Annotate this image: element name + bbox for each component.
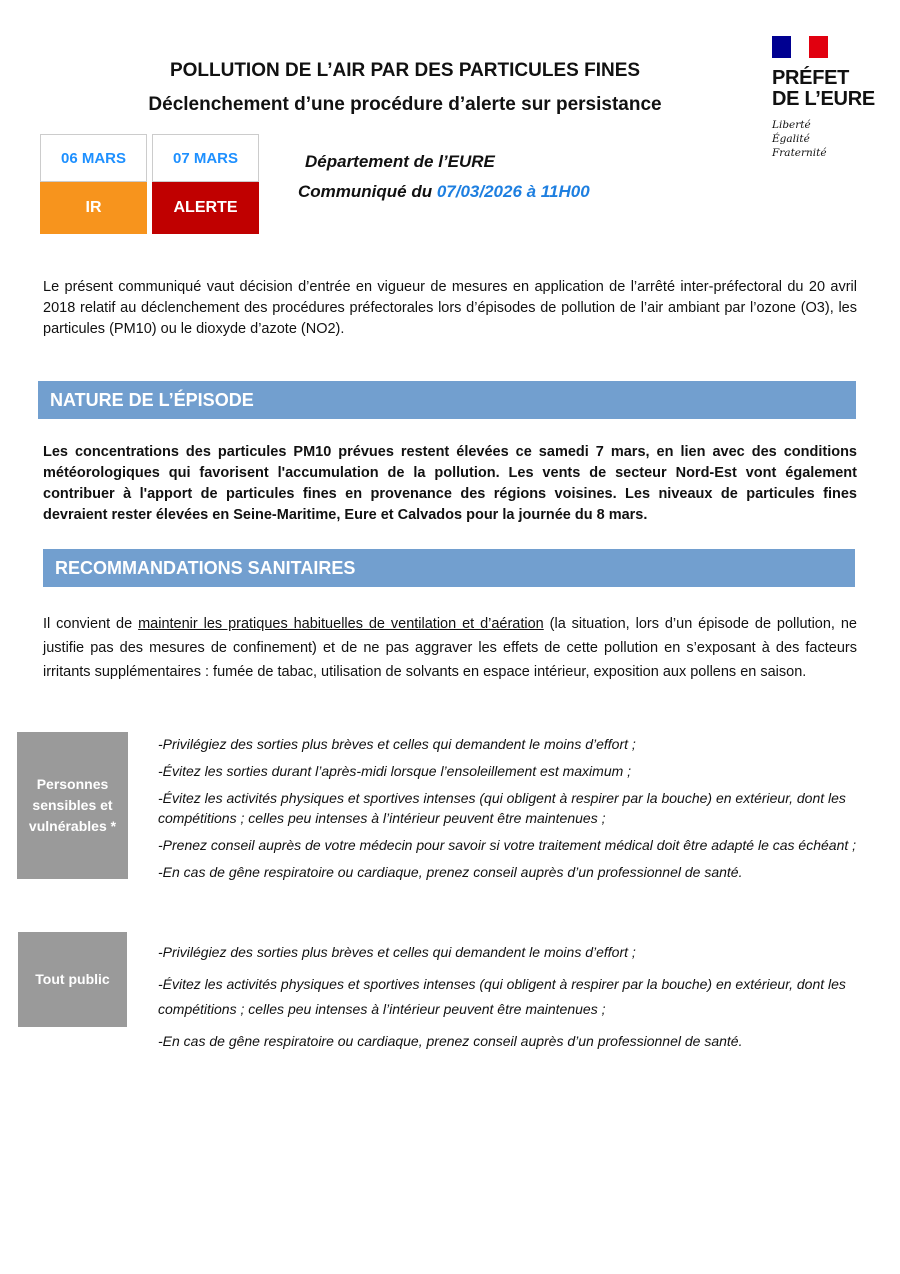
text: (la situation, lors d’un épisode de pollution, ne justifie pas des mesures de confinement) et de ne pas aggraver les effets de cette pollution en s’exposant à des facteurs irritants supplémentaires : fumée de tabac, utilisation de solvants en espace intérieur, exposition aux pollens en saison. [43,616,857,680]
list-item: -En cas de gêne respiratoire ou cardiaque, prenez conseil auprès d’un professionnel de santé. [158,864,743,880]
list-item: -Évitez les activités physiques et sportives intenses (qui obligent à respirer par la bouche) en extérieur, dont les compétitions ; celles peu intenses à l’intérieur peuvent être maintenues ; [158,790,846,826]
communique-date: 07/03/2026 à 11H00 [436,182,590,201]
communique-prefix: Communiqué du [298,182,437,201]
level-badge: ALERTE [152,182,259,234]
text: Il convient de [43,616,139,632]
prefet-logo [772,36,882,160]
motto-fraternite: Fraternité [772,147,827,159]
group-items-sensibles [158,734,858,889]
marianne-flag-icon [772,36,828,58]
section-heading-recommandations: RECOMMANDATIONS SANITAIRES [43,549,855,587]
document-title: POLLUTION DE L’AIR PAR DES PARTICULES FINES [169,60,641,81]
level-badge: IR [40,182,147,234]
intro-paragraph: Le présent communiqué vaut décision d’entrée en vigueur de mesures en application de l’arrêté inter-préfectoral du 20 avril 2018 relatif au déclenchement des procédures préfectorales lors d’épisodes de pollution de l’air ambiant par l’ozone (O3), les particules (PM10) ou le dioxyde d’azote (NO2). [43,279,857,337]
list-item: -Privilégiez des sorties plus brèves et celles qui demandent le moins d’effort ; [158,736,636,752]
document-subtitle: Déclenchement d’une procédure d’alerte sur persistance [148,94,662,115]
nature-paragraph: Les concentrations des particules PM10 prévues restent élevées ce samedi 7 mars, en lien avec des conditions météorologiques qui favorisent l'accumulation de la pollution. Les vents de secteur Nord-Est vont également contribuer à l'apport de particules fines en provenance des régions voisines. Les niveaux de particules fines devraient rester élevées en Seine-Maritime, Eure et Calvados pour la journée du 8 mars. [43,444,857,523]
group-label-sensibles: Personnes sensibles et vulnérables * [17,732,128,879]
motto-liberte: Liberté [772,119,811,131]
recommandations-paragraph [43,612,857,684]
group-items-tout-public [158,940,858,1061]
list-item: -En cas de gêne respiratoire ou cardiaque, prenez conseil auprès d’un professionnel de santé. [158,1033,743,1049]
highlighted-recommendation: maintenir les pratiques habituelles de ventilation et d’aération [138,616,544,632]
motto-egalite: Égalité [772,133,810,145]
department: Département de l’EURE [305,152,495,171]
level-date: 07 MARS [152,134,259,182]
level-day-2 [152,134,259,234]
logo-name-line2: DE L’EURE [772,88,875,110]
group-label-tout-public: Tout public [18,932,127,1027]
list-item: -Prenez conseil auprès de votre médecin pour savoir si votre traitement médical doit être adapté le cas échéant ; [158,837,857,853]
level-date: 06 MARS [40,134,147,182]
level-day-1 [40,134,147,234]
list-item: -Privilégiez des sorties plus brèves et celles qui demandent le moins d’effort ; [158,944,636,960]
communique-date-line [298,182,590,202]
list-item: -Évitez les sorties durant l’après-midi lorsque l’ensoleillement est maximum ; [158,763,632,779]
list-item: -Évitez les activités physiques et sportives intenses (qui obligent à respirer par la bouche) en extérieur, dont les compétitions ; celles peu intenses à l’intérieur peuvent être maintenues ; [158,976,846,1017]
section-heading-nature: NATURE DE L’ÉPISODE [38,381,856,419]
logo-name-line1: PRÉFET [772,67,850,89]
